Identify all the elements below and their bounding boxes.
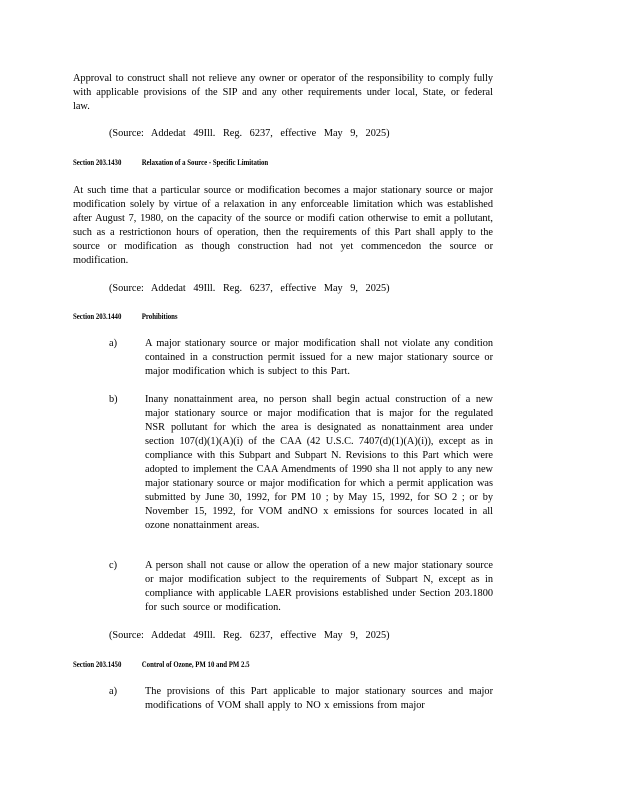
section-title: Control of Ozone, PM 10 and PM 2.5: [141, 660, 250, 669]
source-note: (Source: Addedat 49Ill. Reg. 6237, effective May 9, 2025): [109, 128, 390, 139]
section-heading-1440: [73, 312, 196, 322]
section-title: Relaxation of a Source - Specific Limitation: [141, 158, 269, 167]
source-note: (Source: Addedat 49Ill. Reg. 6237, effective May 9, 2025): [109, 630, 390, 641]
section-number: Section 203.1440: [73, 312, 122, 321]
section-number: Section 203.1430: [73, 158, 122, 167]
item-label: a): [109, 686, 117, 697]
section-heading-1430: [73, 158, 287, 168]
paragraph-1430: At such time that a particular source or modification becomes a major stationary source or major modification solely by virtue of a relaxation in any enforceable limitation which was established after August 7, 1980, on the capacity of the source or modifi cation otherwise to emit a pollutant, such as a restrictionon hours of operation, then the requirements of this Part shall apply to the source or modification as though construction had not yet commencedon the source or modification.: [73, 185, 493, 266]
item-text: A person shall not cause or allow the operation of a new major stationary source or major modification subject to the requirements of Subpart N, except as in compliance with applicable LAER provisions established under Section 203.1800 for such source or modification.: [145, 560, 493, 613]
item-label: c): [109, 560, 117, 571]
item-label: b): [109, 394, 118, 405]
section-heading-1450: [73, 660, 268, 670]
source-note: (Source: Addedat 49Ill. Reg. 6237, effective May 9, 2025): [109, 283, 390, 294]
item-text: A major stationary source or major modification shall not violate any condition contained in a construction permit issued for a new major stationary source or major modification which is subject to this Part.: [145, 338, 493, 377]
item-text: Inany nonattainment area, no person shall begin actual construction of a new major stationary source or major modification that is major for the regulated NSR pollutant for which the area is designated as nonattainment area under section 107(d)(1)(A)(i) of the CAA (42 U.S.C. 7407(d)(1)(A)(i)), except as in compliance with this Subpart and Subpart N. Revisions to this Part which were adopted to implement the CAA Amendments of 1990 sha ll not apply to any new major stationary source or major modification for which a permit application was submitted by June 30, 1992, for PM 10 ; by May 15, 1992, for SO 2 ; or by November 15, 1992, for VOM andNO x emissions for sources located in all ozone nonattainment areas.: [145, 394, 493, 531]
section-number: Section 203.1450: [73, 660, 122, 669]
item-text: The provisions of this Part applicable to major stationary sources and major modifications of VOM shall apply to NO x emissions from major: [145, 686, 493, 711]
section-title: Prohibitions: [141, 312, 178, 321]
item-label: a): [109, 338, 117, 349]
paragraph-approval: Approval to construct shall not relieve any owner or operator of the responsibility to comply fully with applicable provisions of the SIP and any other requirements under local, State, or federal law.: [73, 73, 493, 112]
